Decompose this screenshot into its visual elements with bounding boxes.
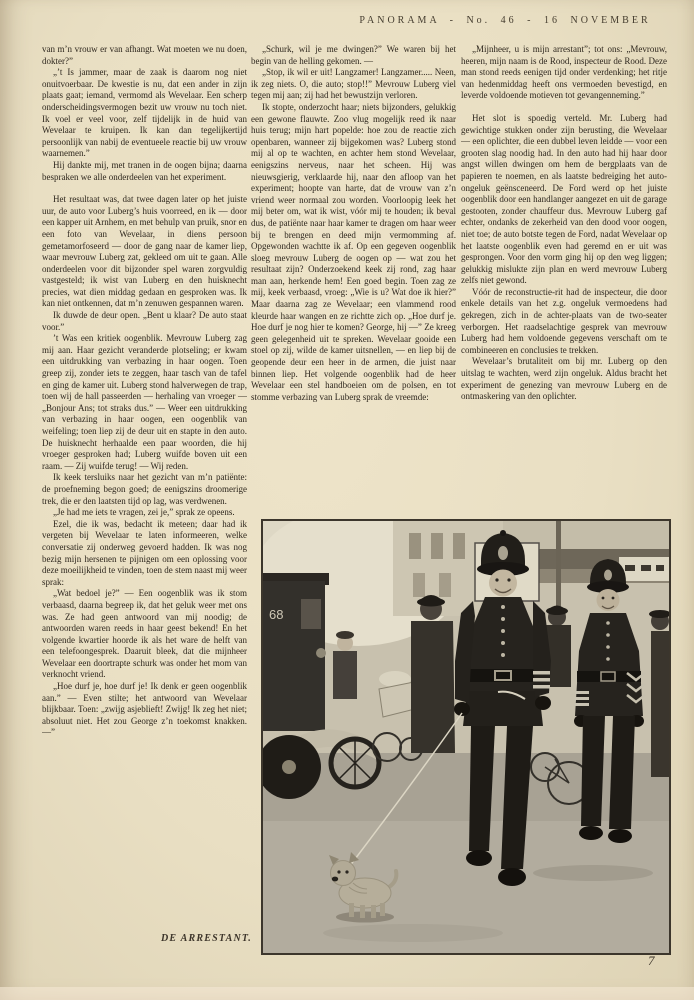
- article-paragraph: Ezel, die ik was, bedacht ik meteen; daar had ik vergeten bij Wevelaar te laten informeeren, welke conversatie zij onderweg gevoerd hadden. Ik was nog bezig mijn hersenen te pijnigen om een oplossing voor deze moeilijkheid te vinden, toen de stem naast mij weer sprak:: [42, 518, 247, 587]
- article-paragraph: Het slot is spoedig verteld. Mr. Luberg had gewichtige stukken onder zijn berusting, die Wevelaar — een oplichter, die een dubbel leven leidde — voor een grooten slag noodig had. In den auto had hij haar door angst willen dwingen om hem de bergplaats van de papieren te noemen, en als laatste bedreiging het auto-ongeluk geënsceneerd. De Ford werd op het juiste oogenblik door een handlanger aangezet en uit de garage gestooten, zonder chauffeur dus. Mevrouw Luberg gaf echter, ondanks de zekerheid van den dood voor oogen, niet toe; de auto botste tegen de Ford, nadat Wevelaar op het laatste oogenblik even had geremd en er uit was gesprongen. Voor den vorm ging hij op den weg liggen; gelukkig mislukte zijn plan en werd mevrouw Luberg zelfs niet gewond.: [461, 112, 667, 286]
- photo-street: [263, 753, 669, 953]
- scan-bottom-edge: [0, 987, 694, 1000]
- article-paragraph: Ik stopte, onderzocht haar; niets bijzonders, gelukkig een gewone flauwte. Zoo vlug mogelijk reed ik naar huis terug; mijn hart popelde: hoe zou de reactie zich openbaren, wanneer zij bijgekomen was? Luberg stond mij al op te wachten, en achter hem stond Wevelaar, eenigszins nerveus, naar het scheen. Hij was nieuwsgierig, verklaarde hij, naar den afloop van het experiment; hoopte van harte, dat de vrouw van z’n vriend weer normaal zou worden. Voorloopig leek het mij beter om, wat ik wist, vóór mij te houden; ik beval dus, de patiënte naar haar kamer te dragen om haar weer bij te brengen en deed mijn vermomming af. Opgewonden wachtte ik af. Op een gegeven oogenblik sloeg mevrouw Luberg de oogen op — wat zou het resultaat zijn? Onderzoekend keek zij rond, zag haar man aan, herkende hem! Een goed begin. Toen zag ze mij, keek verbaasd, vroeg: „Wie is u? Wat doe ik hier?” Maar daarna zag ze Wevelaar; een vlammend rood kleurde haar wangen en ze richtte zich op. „Hoe durf je. Hoe durf je nog hier te komen? George, hij —” Ze kreeg geen gelegenheid uit te spreken. Wevelaar gooide een stoel op zij, wilde de kamer uitsnellen, — en liep bij de geopende deur een heer in de armen, die juist naar binnen liep. Het volgende oogenblik had de heer Wevelaar een stel handboeien om de polsen, en tot stomme verbazing van Luberg sprak de vreemde:: [251, 101, 456, 402]
- article-paragraph: „Wat bedoel je?” — Een oogenblik was ik stom verbaasd, daarna begreep ik, dat het geluk weer met ons was. Ze had geen antwoord van mij noodig; de antwoorden waren reeds in haar geest bekend! En het volgende kwartier hoorde ik als het ware de helft van een telefoongesprek. Daaruit bleek, dat die mijnheer Wevelaar een doortrapte schurk was onder het mom van verknocht vriend.: [42, 588, 247, 680]
- article-paragraph: van m’n vrouw er van afhangt. Wat moeten we nu doen, dokter?”: [42, 44, 247, 66]
- duty-armlet: [533, 671, 550, 675]
- article-paragraph: Hij dankte mij, met tranen in de oogen bijna; daarna bespraken we alle onderdeelen van het experiment.: [42, 159, 247, 182]
- article-paragraph: „Hoe durf je, hoe durf je! Ik denk er geen oogenblik aan.” — Even stilte; het antwoord van Wevelaar blijkbaar. Toen: „zwijg asjeblieft! Zwijg! Ik zeg het niet; absoluut niet. Het zou George z’n toekomst knakken. —”: [42, 681, 247, 738]
- article-paragraph: „Stop, ik wil er uit! Langzamer! Langzamer..... Neen, ik zeg niets. O, die auto; stop!!” Mevrouw Luberg viel tegen mij aan; zij had het bewustzijn verloren.: [251, 67, 456, 101]
- photo-arrestant: [261, 519, 671, 955]
- photo-caption: DE ARRESTANT.: [160, 933, 252, 944]
- article-column-3: [461, 44, 667, 514]
- article-paragraph: Ik duwde de deur open. „Bent u klaar? De auto staat voor.”: [42, 310, 247, 332]
- article-paragraph: „Schurk, wil je me dwingen?” We waren bij het begin van de helling gekomen. —: [251, 44, 456, 66]
- article-paragraph: „Je had me iets te vragen, zei je,” sprak ze opeens.: [53, 507, 235, 518]
- article-column-2: [251, 44, 456, 518]
- article-paragraph: „Mijnheer, u is mijn arrestant”; tot ons: „Mevrouw, heeren, mijn naam is de Rood, inspecteur de Rood. Deze man stond reeds eenigen tijd onder verdenking; het ritje van hedenmiddag heeft ons vermoeden bevestigd, en leverde voldoende motieven tot gevangenneming.”: [461, 44, 667, 101]
- photo-illustration: [263, 521, 669, 953]
- article-paragraph: Wevelaar’s brutaliteit om bij mr. Luberg op den uitslag te wachten, werd zijn ongeluk. Aldus bracht het experiment de genezing van mevrouw Luberg en de ontmaskering van den oplichter.: [461, 356, 667, 402]
- article-paragraph: „’t Is jammer, maar de zaak is daarom nog niet onuitvoerbaar. De kwestie is nu, dat een ander in zijn plaats gaat; iemand, vermomd als Wevelaar. Een scherp onderscheidingsvermogen bezit uw vrouw nu toch niet. Ik voel er veel voor, zelf tijdelijk in de huid van Wevelaar te kruipen. Ik kan dan tegelijkertijd persoonlijk van nabij de eventueele reactie bij uw vrouw waarnemen.”: [42, 67, 247, 159]
- page-header: PANORAMA - No. 46 - 16 NOVEMBER: [359, 15, 651, 26]
- article-paragraph: Vóór de reconstructie-rit had de inspecteur, die door enkele details van het z.g. ongeluk vermoedens had gekregen, zich in de achter-plaats van de two-seater verborgen. Het raadselachtige gesprek van mevrouw Luberg had hem voldoende gegevens verschaft om te combineeren en conclusies te trekken.: [461, 286, 667, 355]
- page-number: 7: [648, 953, 655, 968]
- article-paragraph: Ik keek tersluiks naar het gezicht van m’n patiënte: de proefneming begon goed; de eenigszins droomerige trek, die er den laatsten tijd op lag, was verdwenen.: [42, 472, 247, 506]
- article-paragraph: ’t Was een kritiek oogenblik. Mevrouw Luberg zag mij aan. Haar gezicht veranderde plotseling; er kwam een uitdrukking van verbazing in haar oogen. Toen greep zij, zonder iets te zeggen, haar tasch van de tafel en ging de kamer uit. Luberg stond halverwegen de trap, toen wij de hall passeerden — herhaling van vroeger — „Bonjour Ans; tot straks dus.” — Weer een uitdrukking van verbazing in haar oogen, een oogenblik van weifeling; toen liep zij de deur uit en stapte in den auto. De huisknecht herhaalde een paar woorden, die hij vroeger gesproken had; Luberg wuifde boven uit een raam. — Zij wuifde terug! — Wij reden.: [42, 333, 247, 471]
- article-paragraph: Het resultaat was, dat twee dagen later op het juiste uur, de auto voor Luberg’s huis voorreed, en ik — door een kapper uit Arnhem, en met behulp van pruik, snor en een foto van Wevelaar, in diens persoon gemetamorfoseerd — door de gang naar de kamer liep, waar mevrouw Luberg zat, gekleed om uit te gaan. Alle onderdeelen voor dit bijzonder spel waren zorgvuldig vastgesteld; ik wist van Luberg en den huisknecht precies, wat dien middag gedaan en gesproken was. Ik kan niet ontkennen, dat m’n zenuwen gespannen waren.: [42, 194, 247, 309]
- car-number-sign: 68: [269, 607, 284, 622]
- article-column-1: [42, 44, 247, 916]
